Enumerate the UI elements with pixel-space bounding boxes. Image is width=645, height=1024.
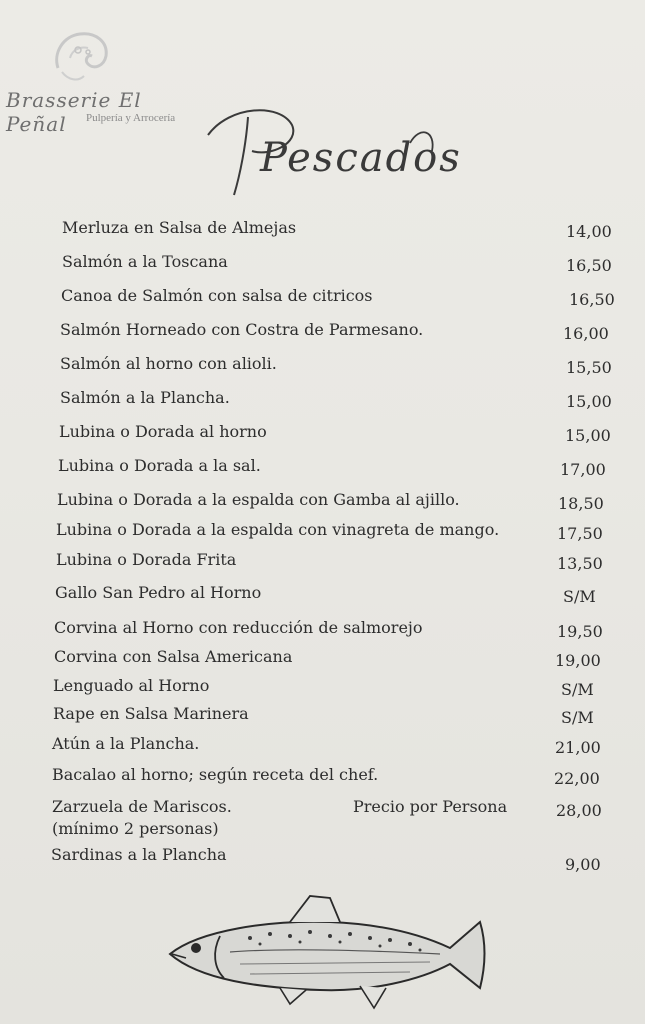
menu-item-name: Lubina o Dorada al horno [59,422,267,441]
menu-item-name: Corvina con Salsa Americana [54,647,293,666]
menu-item-price: 21,00 [555,738,601,757]
menu-item [0,797,645,838]
menu-item [0,456,645,486]
menu-item-price: 17,00 [560,460,606,479]
fish-illustration-icon [160,892,500,1017]
menu-item [0,320,645,350]
menu-item [0,520,645,550]
menu-item-name: Salmón a la Plancha. [60,388,230,407]
menu-item-name: Lubina o Dorada a la espalda con Gamba al ajillo. [57,490,460,509]
menu-item-detail: (mínimo 2 personas) [52,819,219,838]
menu-item-price: S/M [563,587,596,606]
menu-item-price: 19,00 [555,651,601,670]
menu-item-price: 13,50 [557,554,603,573]
menu-item-name: Zarzuela de Mariscos. [52,797,232,816]
octopus-icon [48,28,118,88]
menu-item [0,252,645,282]
menu-item [0,354,645,384]
menu-item-name: Corvina al Horno con reducción de salmorejo [54,618,423,637]
menu-item [0,734,645,764]
menu-item-name: Lubina o Dorada a la sal. [58,456,261,475]
menu-item [0,845,645,875]
menu-item-price: 14,00 [566,222,612,241]
menu-item-price: 17,50 [557,524,603,543]
menu-item-price: S/M [561,708,594,727]
menu-item-price: 18,50 [558,494,604,513]
menu-item [0,618,645,648]
restaurant-logo [0,22,200,136]
menu-item [0,422,645,452]
menu-item-name: Rape en Salsa Marinera [53,704,249,723]
menu-item-name: Bacalao al horno; según receta del chef. [52,765,379,784]
menu-item-name: Merluza en Salsa de Almejas [62,218,297,237]
menu-item-price: 16,00 [563,324,609,343]
menu-item [0,583,645,613]
menu-item-note: Precio por Persona [353,797,508,816]
menu-item-price: 9,00 [565,855,601,874]
section-title [200,95,460,205]
menu-item-name: Salmón Horneado con Costra de Parmesano. [60,320,424,339]
menu-item-price: 28,00 [556,801,602,820]
menu-item-name: Lubina o Dorada Frita [56,550,237,569]
menu-item [0,676,645,706]
menu-item-name: Lubina o Dorada a la espalda con vinagreta de mango. [56,520,500,539]
menu-item [0,388,645,418]
menu-item-price: S/M [561,680,594,699]
menu-item-price: 16,50 [566,256,612,275]
menu-item-price: 15,00 [566,392,612,411]
menu-item [0,550,645,580]
menu-item [0,765,645,795]
menu-item-name: Salmón a la Toscana [62,252,228,271]
menu-item-name: Gallo San Pedro al Horno [55,583,262,602]
menu-item [0,218,645,248]
menu-item-name: Sardinas a la Plancha [51,845,227,864]
menu-item-name: Salmón al horno con alioli. [60,354,277,373]
menu-item-name: Lenguado al Horno [53,676,210,695]
menu-item-price: 15,00 [565,426,611,445]
menu-item-price: 22,00 [554,769,600,788]
menu-item [0,647,645,677]
menu-item-name: Canoa de Salmón con salsa de citricos [61,286,373,305]
page-title: Pescados [260,135,462,181]
menu-item-name: Atún a la Plancha. [52,734,200,753]
menu-item [0,704,645,734]
logo-subtitle: Pulpería y Arrocería [86,112,176,124]
menu-item-price: 15,50 [566,358,612,377]
menu-item-price: 19,50 [557,622,603,641]
menu-item-price: 16,50 [569,290,615,309]
menu-item [0,286,645,316]
logo-name: Brasserie El Peñal [6,88,142,136]
menu-item [0,490,645,520]
